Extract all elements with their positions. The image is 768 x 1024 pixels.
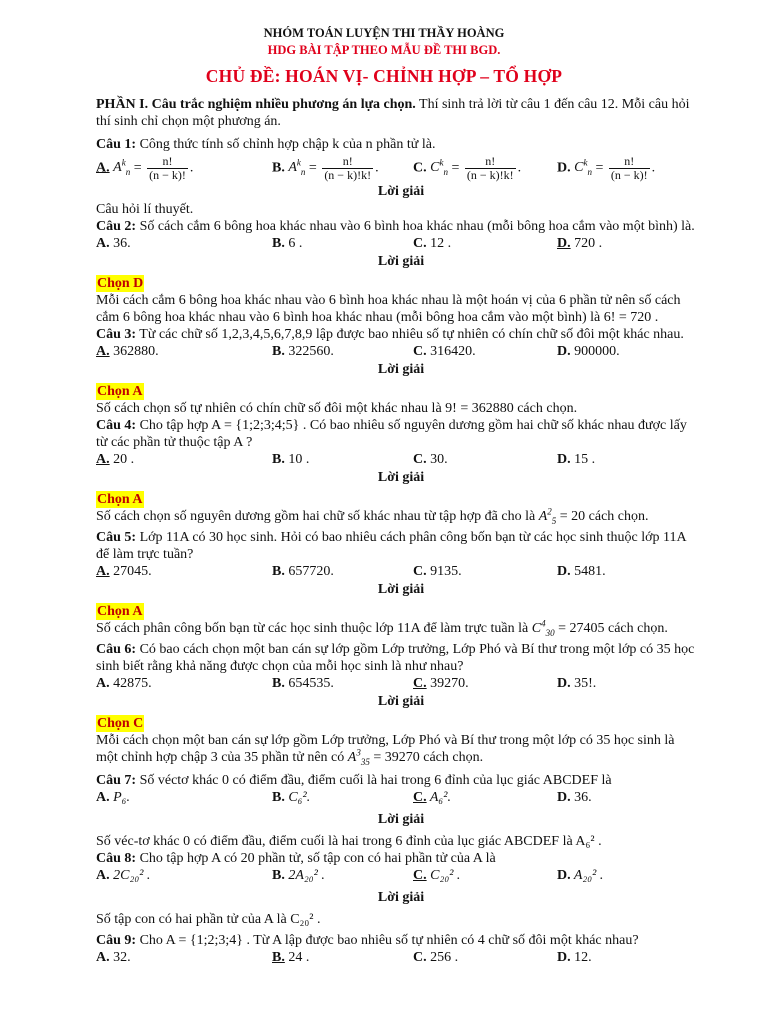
question-4: Câu 4: Cho tập hợp A = {1;2;3;4;5} . Có bao nhiêu số nguyên dương gồm hai chữ số khác nhau được lấy bbox=[96, 418, 687, 433]
question-9-options bbox=[96, 949, 706, 967]
option-b: B. $A^k_n$ = $\frac{n!}{(n - k)!k!}$ . bbox=[272, 153, 379, 182]
option-d: D. $C^k_n$ = $\frac{n!}{(n - k)!}$ . bbox=[557, 153, 656, 182]
solution-2-line1: Mỗi cách cắm 6 bông hoa khác nhau vào 6 bình hoa khác nhau là một hoán vị của 6 phần tử nên số cách bbox=[96, 293, 681, 308]
option-c: C. 39270. bbox=[413, 676, 469, 691]
content bbox=[96, 96, 706, 967]
question-6: Câu 6: Có bao cách chọn một ban cán sự lớp gồm Lớp trưởng, Lớp Phó và Bí thư trong một lớp có 35 học bbox=[96, 642, 695, 657]
option-b: B. C₆². bbox=[272, 790, 311, 805]
solution-7: Số véc-tơ khác 0 có điểm đầu, điểm cuối là hai trong 6 đỉnh của lục giác ABCDEF là A₆² . bbox=[96, 834, 602, 849]
intro: PHẦN I. Câu trắc nghiệm nhiều phương án lựa chọn. Thí sinh trả lời từ câu 1 đến câu 12. Mỗi câu hỏi bbox=[96, 97, 690, 112]
option-a: A. 20 . bbox=[96, 452, 135, 467]
question-2-options bbox=[96, 235, 706, 253]
question-6-options bbox=[96, 675, 706, 693]
question-4-options bbox=[96, 451, 706, 469]
solution-5: Số cách phân công bốn bạn từ các học sinh thuộc lớp 11A để làm trực tuần là $C^4_{30} = 27405$ cách chọn. bbox=[96, 618, 668, 638]
answer-marker: Chọn A bbox=[97, 384, 143, 399]
question-3-options bbox=[96, 343, 706, 361]
solution-4: Số cách chọn số nguyên dương gồm hai chữ số khác nhau từ tập hợp đã cho là $A^2_5 = 20$ cách chọn. bbox=[96, 506, 649, 526]
question-1: Câu 1: Công thức tính số chỉnh hợp chập k của n phần tử là. bbox=[96, 137, 436, 152]
option-c: C. 30. bbox=[413, 452, 448, 467]
option-a: A. $A^k_n$ = $\frac{n!}{(n - k)!}$ . bbox=[96, 153, 194, 182]
solution-6-line1: Mỗi cách chọn một ban cán sự lớp gồm Lớp trưởng, Lớp Phó và Bí thư trong một lớp có 35 học sinh là bbox=[96, 733, 675, 748]
solution-8: Số tập con có hai phần tử của A là C₂₀² . bbox=[96, 912, 321, 927]
subtitle: HDG BÀI TẬP THEO MẪU ĐỀ THI BGD. bbox=[267, 43, 501, 57]
answer-marker: Chọn D bbox=[97, 276, 144, 291]
question-1-options bbox=[96, 153, 706, 183]
question-5-options bbox=[96, 563, 706, 581]
option-a: A. 42875. bbox=[96, 676, 152, 691]
option-a: A. 36. bbox=[96, 236, 131, 251]
option-c: C. 12 . bbox=[413, 236, 452, 251]
solution-heading: Lời giải bbox=[377, 362, 425, 377]
answer-marker: Chọn C bbox=[97, 716, 144, 731]
option-a: A. 362880. bbox=[96, 344, 159, 359]
option-b: B. 654535. bbox=[272, 676, 334, 691]
solution-heading: Lời giải bbox=[377, 470, 425, 485]
option-b: B. 6 . bbox=[272, 236, 303, 251]
option-d: D. 900000. bbox=[557, 344, 620, 359]
solution-3: Số cách chọn số tự nhiên có chín chữ số đôi một khác nhau là 9! = 362880 cách chọn. bbox=[96, 401, 578, 416]
answer-marker: Chọn A bbox=[97, 492, 143, 507]
intro-line2: thí sinh chỉ chọn một phương án. bbox=[96, 114, 281, 129]
question-5-line2: để làm trực tuần? bbox=[96, 547, 194, 562]
solution-2-line2: cắm 6 bông hoa khác nhau vào 6 bình hoa khác nhau (mỗi bông hoa cắm vào một bình) là 6! = 720 . bbox=[96, 310, 659, 325]
option-a: A. 2C₂₀² . bbox=[96, 868, 151, 883]
option-d: D. 12. bbox=[557, 950, 592, 965]
option-d: D. 15 . bbox=[557, 452, 596, 467]
question-5: Câu 5: Lớp 11A có 30 học sinh. Hỏi có bao nhiêu cách phân công bốn bạn từ các học sinh thuộc lớp 11A bbox=[96, 530, 687, 545]
solution-heading: Lời giải bbox=[377, 184, 425, 199]
question-2: Câu 2: Số cách cắm 6 bông hoa khác nhau vào 6 bình hoa khác nhau (mỗi bông hoa cắm vào một bình) là. bbox=[96, 219, 695, 234]
option-d: D. 5481. bbox=[557, 564, 606, 579]
option-b: B. 2A₂₀² . bbox=[272, 868, 325, 883]
page-title: CHỦ ĐỀ: HOÁN VỊ- CHỈNH HỢP – TỔ HỢP bbox=[205, 66, 563, 86]
option-b: B. 24 . bbox=[272, 950, 310, 965]
solution-heading: Lời giải bbox=[377, 582, 425, 597]
solution-heading: Lời giải bbox=[377, 812, 425, 827]
solution-heading: Lời giải bbox=[377, 254, 425, 269]
question-8-options bbox=[96, 867, 706, 885]
option-d: D. 36. bbox=[557, 790, 592, 805]
option-c: C. 256 . bbox=[413, 950, 459, 965]
solution-heading: Lời giải bbox=[377, 890, 425, 905]
option-a: A. P₆. bbox=[96, 790, 131, 805]
option-d: D. 35!. bbox=[557, 676, 597, 691]
option-c: C. A₆². bbox=[413, 790, 451, 805]
question-4-line2: từ các phần tử thuộc tập A ? bbox=[96, 435, 253, 450]
option-b: B. 657720. bbox=[272, 564, 334, 579]
option-b: B. 322560. bbox=[272, 344, 334, 359]
option-c: C. 316420. bbox=[413, 344, 476, 359]
question-7-options bbox=[96, 789, 706, 807]
solution-heading: Lời giải bbox=[377, 694, 425, 709]
question-8: Câu 8: Cho tập hợp A có 20 phần tử, số tập con có hai phần tử của A là bbox=[96, 851, 496, 866]
answer-marker: Chọn A bbox=[97, 604, 143, 619]
option-d: D. A₂₀² . bbox=[557, 868, 604, 883]
option-b: B. 10 . bbox=[272, 452, 310, 467]
group-name: NHÓM TOÁN LUYỆN THI THẦY HOÀNG bbox=[263, 26, 505, 40]
question-9: Câu 9: Cho A = {1;2;3;4} . Từ A lập được bao nhiêu số tự nhiên có 4 chữ số đôi một khác nhau? bbox=[96, 933, 639, 948]
question-7: Câu 7: Số véctơ khác 0 có điểm đầu, điểm cuối là hai trong 6 đỉnh của lục giác ABCDEF là bbox=[96, 773, 612, 788]
question-3: Câu 3: Từ các chữ số 1,2,3,4,5,6,7,8,9 lập được bao nhiêu số tự nhiên có chín chữ số đôi một khác nhau. bbox=[96, 327, 684, 342]
option-c: C. 9135. bbox=[413, 564, 462, 579]
solution-1: Câu hỏi lí thuyết. bbox=[96, 202, 194, 217]
option-d: D. 720 . bbox=[557, 236, 603, 251]
option-a: A. 32. bbox=[96, 950, 131, 965]
question-6-line2: sinh biết rằng khả năng được chọn của mỗi học sinh là như nhau? bbox=[96, 659, 464, 674]
solution-6-line2: một chỉnh hợp chập 3 của 35 phần tử nên có $A^3_{35} = 39270$ cách chọn. bbox=[96, 747, 484, 767]
option-a: A. 27045. bbox=[96, 564, 152, 579]
option-c: C. $C^k_n$ = $\frac{n!}{(n - k)!k!}$ . bbox=[413, 153, 522, 182]
option-c: C. C₂₀² . bbox=[413, 868, 461, 883]
